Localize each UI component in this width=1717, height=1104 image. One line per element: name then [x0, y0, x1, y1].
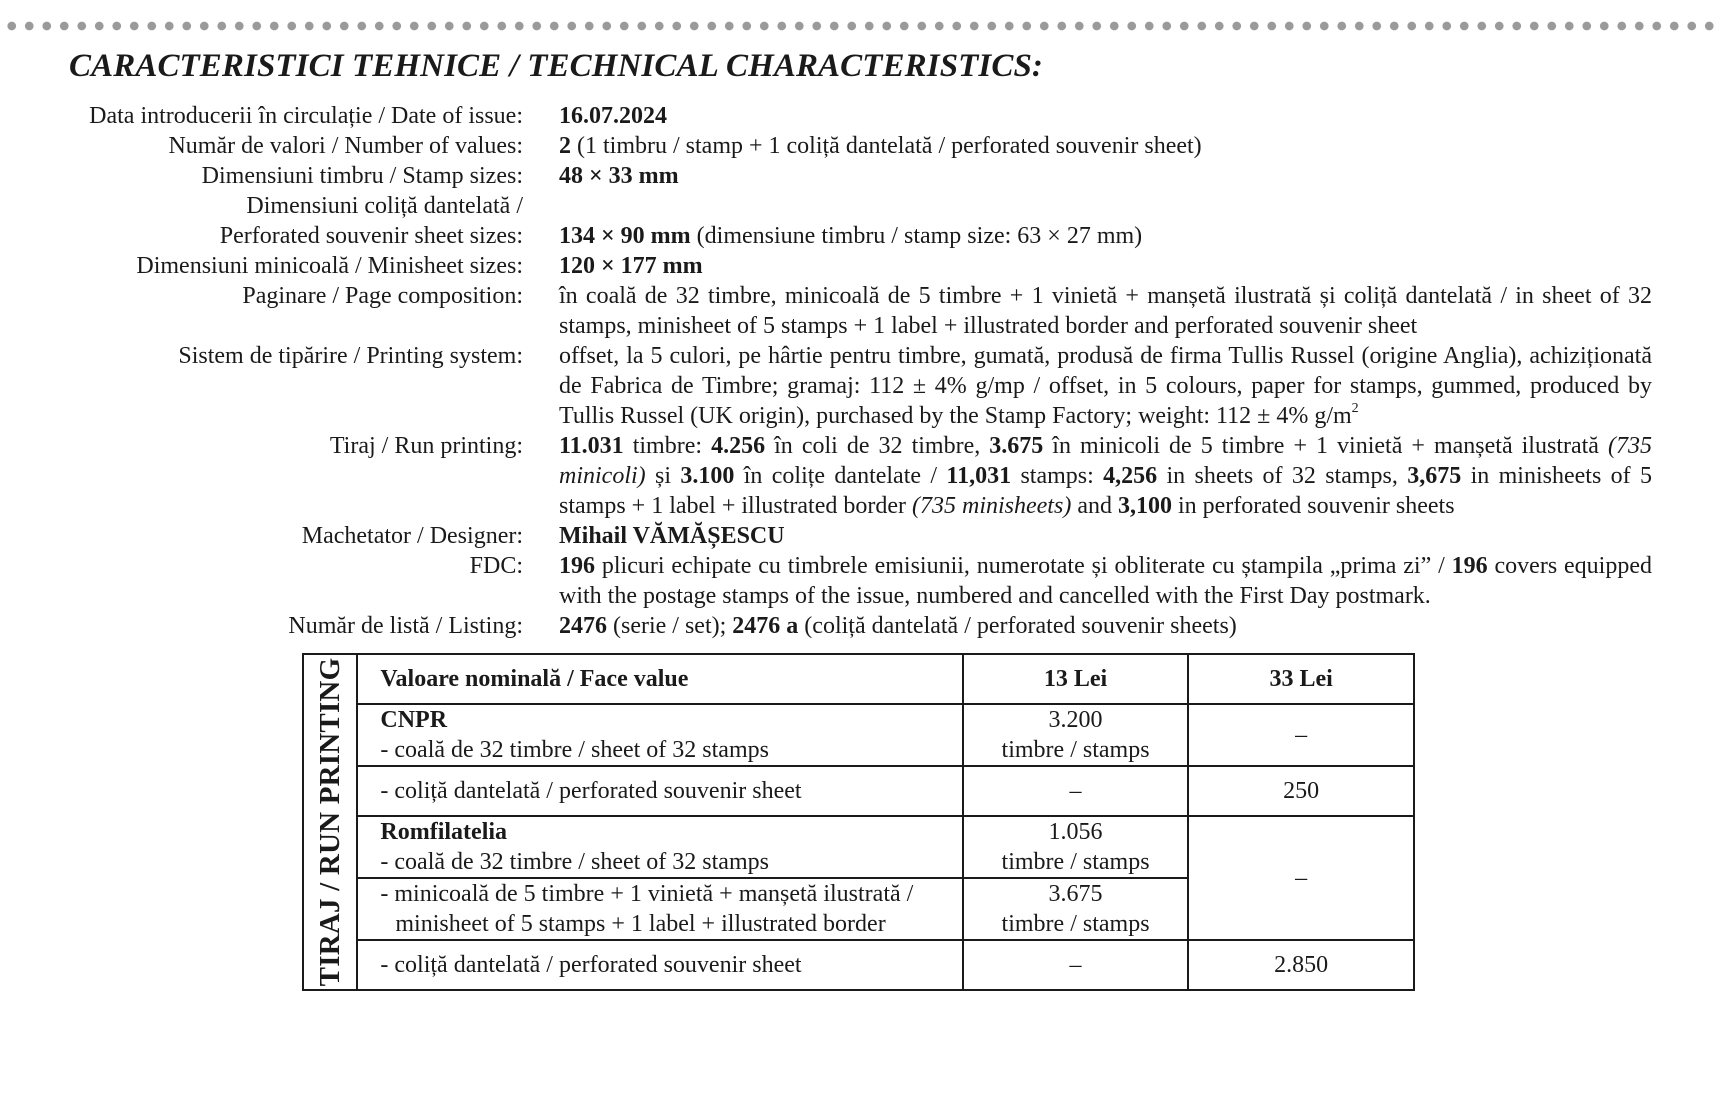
- spec-value: 48 × 33 mm: [559, 163, 679, 189]
- side-label-cell: [303, 654, 357, 990]
- spec-row-minisheet-sizes: [0, 251, 1717, 281]
- spec-value: 16.07.2024: [559, 103, 667, 129]
- table-header-row: [303, 654, 1414, 704]
- spec-row-run-printing: [0, 431, 1717, 521]
- spec-value: 120 × 177 mm: [559, 253, 703, 279]
- romfilatelia-sheet-13: 1.056 timbre / stamps: [963, 816, 1189, 878]
- spec-label: Paginare / Page composition:: [242, 283, 523, 309]
- spec-row-stamp-sizes: [0, 161, 1717, 191]
- side-label: TIRAJ / RUN PRINTING: [314, 657, 347, 987]
- spec-value: 134 × 90 mm (dimensiune timbru / stamp size: 63 × 27 mm): [559, 223, 1143, 249]
- spec-row-souvenir-sizes: [0, 191, 1717, 251]
- spec-value: 2476 (serie / set); 2476 a (coliță dantelată / perforated souvenir sheets): [559, 613, 1237, 639]
- romfilatelia-merged-33: –: [1188, 816, 1414, 940]
- section-heading: CARACTERISTICI TEHNICE / TECHNICAL CHARACTERISTICS:: [69, 48, 1044, 84]
- spec-label: Machetator / Designer:: [301, 523, 523, 549]
- romfilatelia-sheet-desc: Romfilatelia - coală de 32 timbre / sheet of 32 stamps: [357, 816, 962, 878]
- romfilatelia-souvenir-33: 2.850: [1188, 940, 1414, 990]
- spec-row-values: [0, 131, 1717, 161]
- table-row-cnpr-sheet: [303, 704, 1414, 766]
- romfilatelia-minisheet-desc: - minicoală de 5 timbre + 1 vinietă + manșetă ilustrată / minisheet of 5 stamps + 1 label + illustrated border: [357, 878, 962, 940]
- spec-label: Tiraj / Run printing:: [329, 433, 523, 459]
- cnpr-souvenir-33: 250: [1188, 766, 1414, 816]
- spec-label: Sistem de tipărire / Printing system:: [178, 343, 523, 369]
- cnpr-souvenir-13: –: [963, 766, 1189, 816]
- spec-label: Dimensiuni timbru / Stamp sizes:: [201, 163, 523, 189]
- spec-row-designer: [0, 521, 1717, 551]
- spec-value: offset, la 5 culori, pe hârtie pentru timbre, gumată, produsă de firma Tullis Russel (origine Anglia), achiziționată de Fabrica de Timbre; gramaj: 112 ± 4% g/mp / offset, in 5 colours, paper for stamps, gummed, produced by Tullis Russel (UK origin), purchased by the Stamp Factory; weight: 112 ± 4% $g/m^2$: [559, 343, 1652, 429]
- spec-label: Data introducerii în circulație / Date of issue:: [89, 103, 523, 129]
- header-face-value: Valoare nominală / Face value: [357, 654, 962, 704]
- spec-row-fdc: [0, 551, 1717, 611]
- romfilatelia-souvenir-13: –: [963, 940, 1189, 990]
- run-printing-table: [302, 653, 1415, 991]
- spec-label: Număr de valori / Number of values:: [168, 133, 523, 159]
- spec-label: FDC:: [469, 553, 523, 579]
- romfilatelia-minisheet-13: 3.675 timbre / stamps: [963, 878, 1189, 940]
- spec-row-page-composition: [0, 281, 1717, 341]
- table-row-romfilatelia-souvenir: [303, 940, 1414, 990]
- spec-label: Număr de listă / Listing:: [288, 613, 523, 639]
- header-33-lei: 33 Lei: [1188, 654, 1414, 704]
- cnpr-sheet-desc: CNPR - coală de 32 timbre / sheet of 32 stamps: [357, 704, 962, 766]
- specs-list: [0, 101, 1717, 641]
- cnpr-sheet-13: 3.200 timbre / stamps: [963, 704, 1189, 766]
- spec-value: în coală de 32 timbre, minicoală de 5 timbre + 1 vinietă + manșetă ilustrată și coliță dantelată / in sheet of 32 stamps, minisheet of 5 stamps + 1 label + illustrated border and perforated souvenir sheet: [559, 283, 1652, 339]
- table-row-cnpr-souvenir: [303, 766, 1414, 816]
- cnpr-souvenir-desc: - coliță dantelată / perforated souvenir sheet: [357, 766, 962, 816]
- spec-value: 2 (1 timbru / stamp + 1 coliță dantelată / perforated souvenir sheet): [559, 133, 1202, 159]
- spec-value: 11.031 timbre: 4.256 în coli de 32 timbre, 3.675 în minicoli de 5 timbre + 1 vinietă + manșetă ilustrată (735 minicoli) și 3.100 în colițe dantelate / 11,031 stamps: 4,256 in sheets of 32 stamps, 3,675 in minisheets of 5 stamps + 1 label + illustrated border (735 minisheets) and 3,100 in perforated souvenir sheets: [559, 433, 1652, 519]
- spec-row-date: [0, 101, 1717, 131]
- spec-row-listing: [0, 611, 1717, 641]
- spec-label: Dimensiuni coliță dantelată / Perforated souvenir sheet sizes:: [219, 193, 523, 249]
- table-row-romfilatelia-sheet: [303, 816, 1414, 878]
- spec-label: Dimensiuni minicoală / Minisheet sizes:: [136, 253, 523, 279]
- perforation-dots-border: [0, 20, 1717, 32]
- cnpr-sheet-33: –: [1188, 704, 1414, 766]
- romfilatelia-souvenir-desc: - coliță dantelată / perforated souvenir sheet: [357, 940, 962, 990]
- spec-value: 196 plicuri echipate cu timbrele emisiunii, numerotate și obliterate cu ștampila „prima zi” / 196 covers equipped with the postage stamps of the issue, numbered and cancelled with the First Day postmark.: [559, 553, 1653, 609]
- header-13-lei: 13 Lei: [963, 654, 1189, 704]
- spec-row-printing-system: [0, 341, 1717, 431]
- spec-value: Mihail VĂMĂȘESCU: [559, 523, 785, 549]
